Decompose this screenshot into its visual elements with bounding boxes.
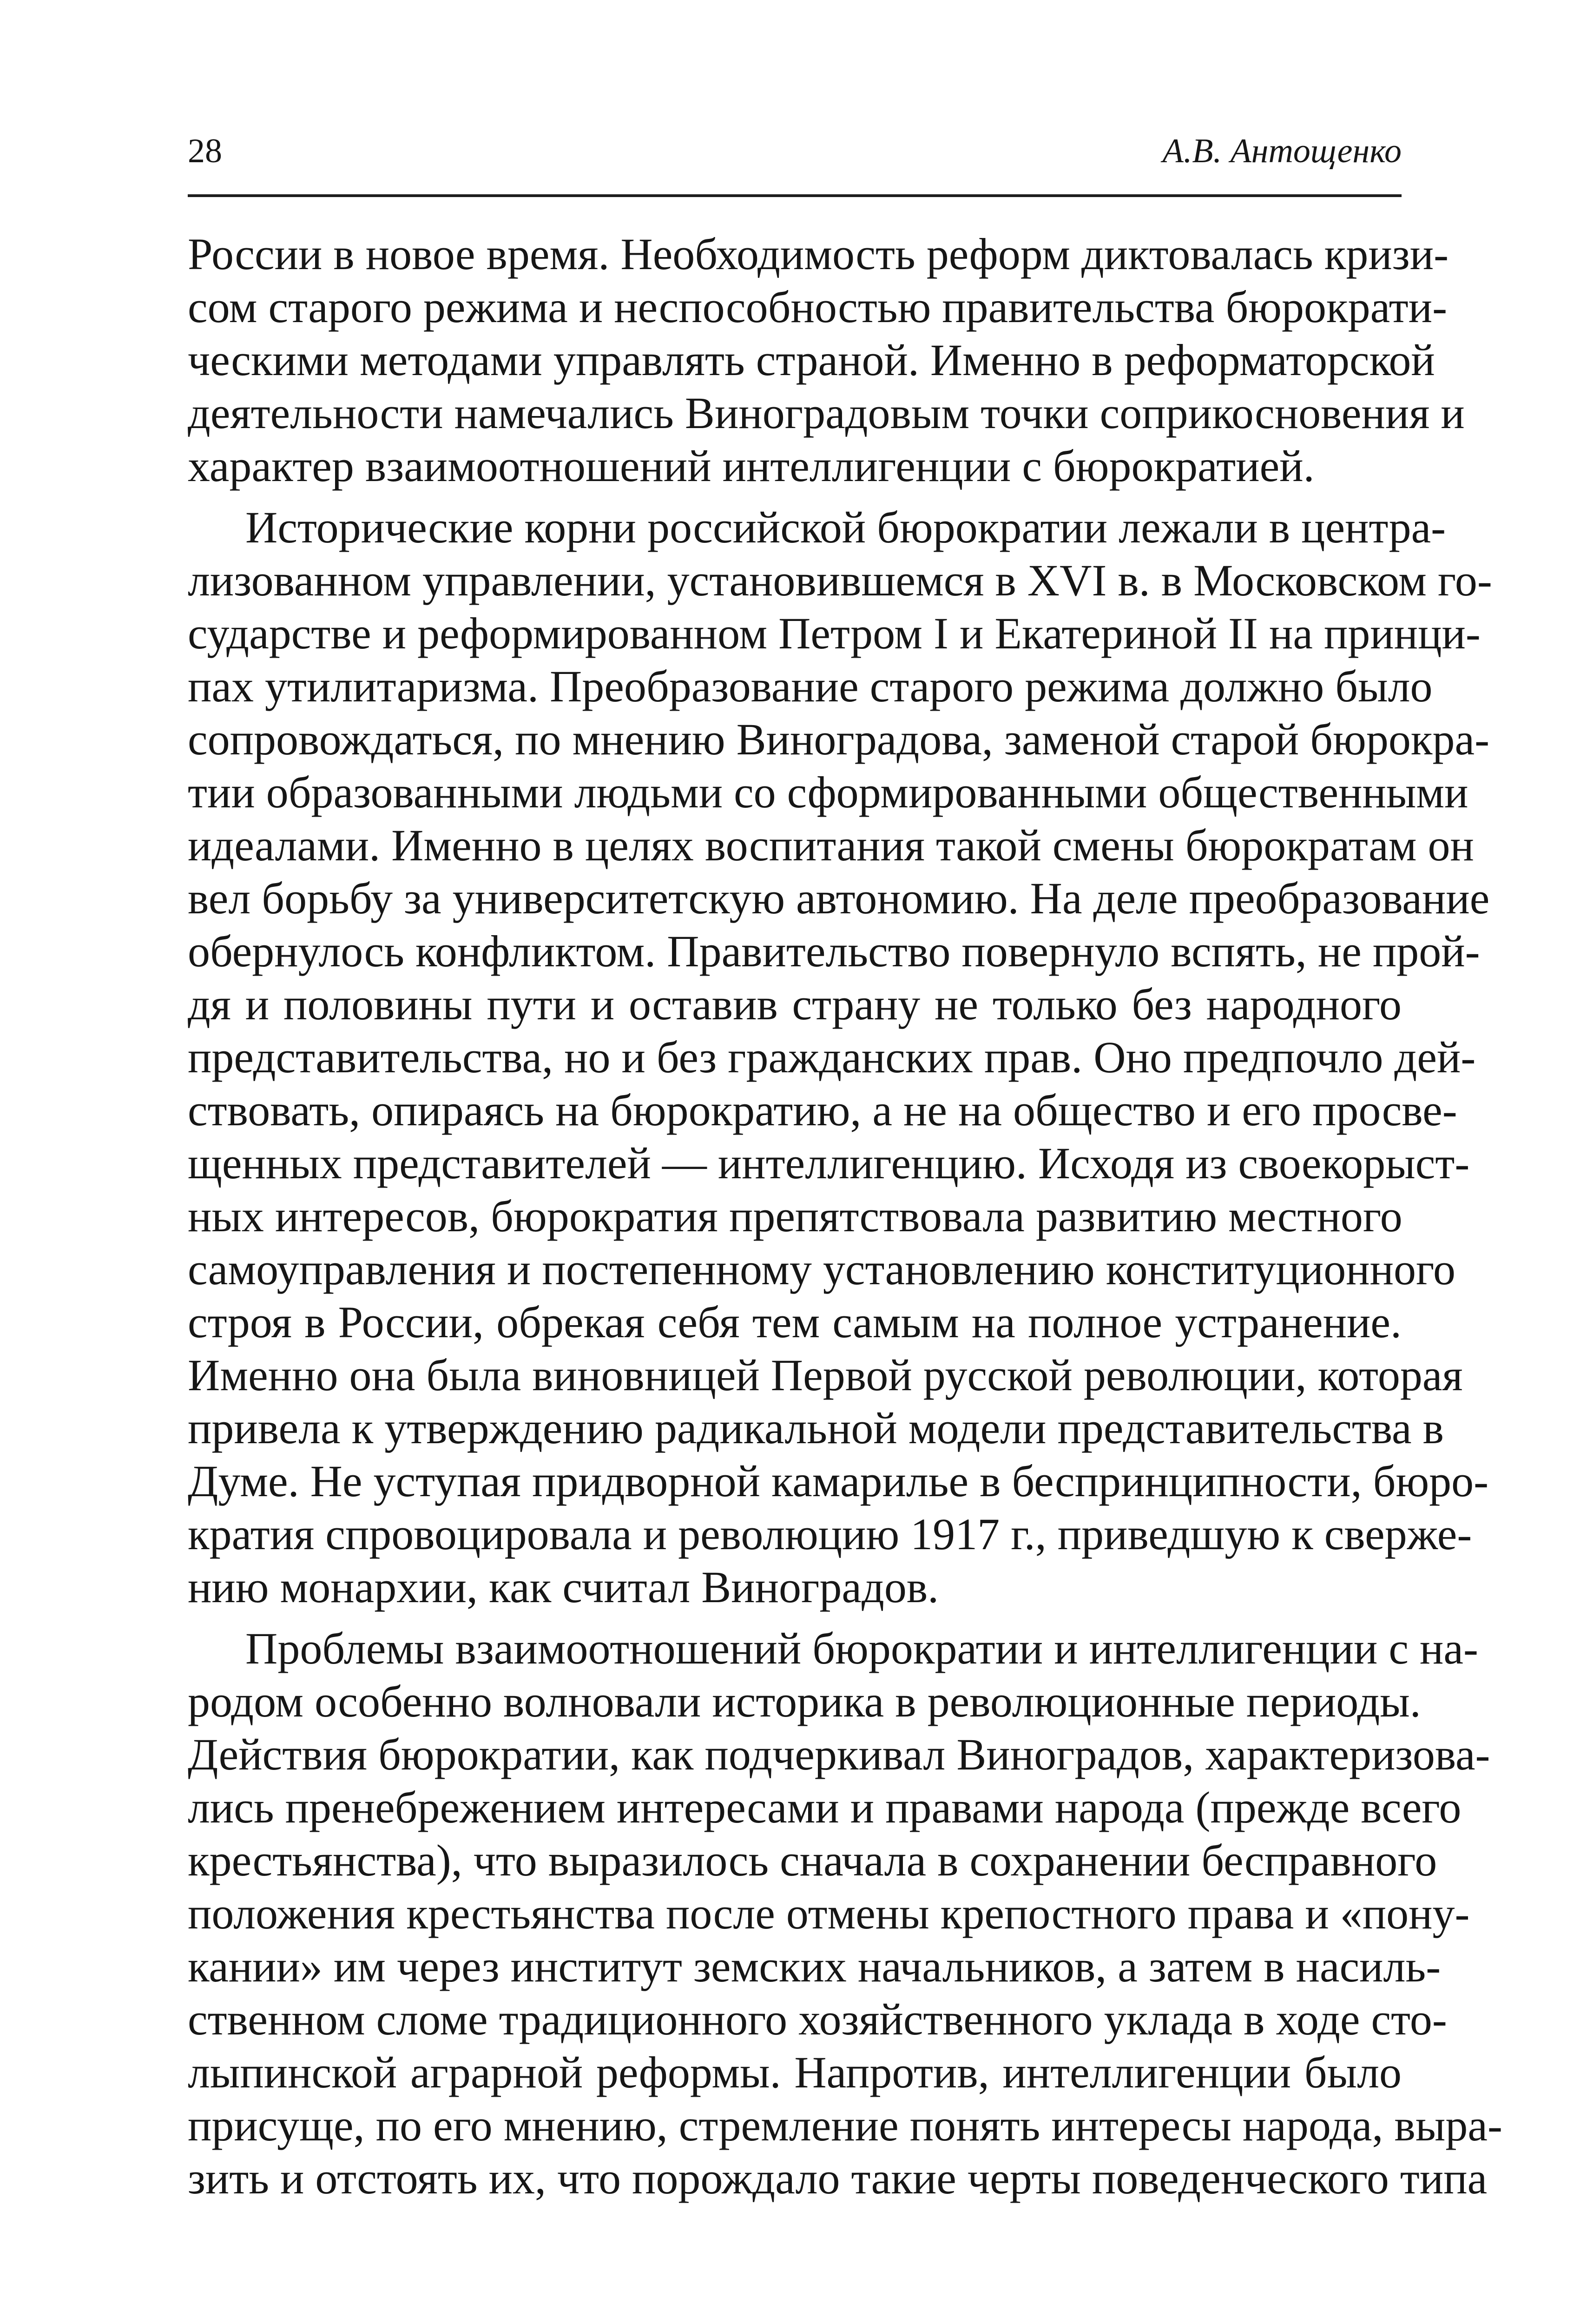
text-line: Думе. Не уступая придворной камарилье в беспринципности, бюро-	[188, 1456, 1489, 1506]
text-line: щенных представителей — интеллигенцию. Исходя из своекорыст-	[188, 1138, 1470, 1188]
text-line: пах утилитаризма. Преобразование старого режима должно было	[188, 661, 1433, 711]
text-line: кании» им через институт земских начальников, а затем в насиль-	[188, 1941, 1441, 1991]
text-line: деятельности намечались Виноградовым точки соприкосновения и	[188, 388, 1465, 438]
text-line: сопровождаться, по мнению Виноградова, заменой старой бюрокра-	[188, 714, 1490, 764]
text-line: Исторические корни российской бюрократии лежали в центра-	[245, 502, 1446, 552]
text-line: идеалами. Именно в целях воспитания такой смены бюрократам он	[188, 820, 1474, 870]
text-line: нию монархии, как считал Виноградов.	[188, 1562, 939, 1612]
text-line: обернулось конфликтом. Правительство повернуло вспять, не прой-	[188, 926, 1480, 976]
text-line: России в новое время. Необходимость реформ диктовалась кризи-	[188, 229, 1449, 279]
text-line: лизованном управлении, установившемся в XVI в. в Московском го-	[188, 555, 1492, 605]
paragraph-3	[188, 1622, 1502, 2205]
text-line: Проблемы взаимоотношений бюрократии и интеллигенции с на-	[245, 1624, 1478, 1673]
text-line: вел борьбу за университетскую автономию. На деле преобразование	[188, 873, 1490, 923]
text-line: привела к утверждению радикальной модели представительства в	[188, 1403, 1444, 1453]
text-line: ствовать, опираясь на бюрократию, а не на общество и его просве-	[188, 1085, 1457, 1135]
page-header	[188, 125, 1402, 197]
text-line: положения крестьянства после отмены крепостного права и «пону-	[188, 1888, 1470, 1938]
paragraph-1	[188, 228, 1465, 493]
text-line: Именно она была виновницей Первой русской революции, которая	[188, 1350, 1463, 1400]
paragraph-2	[188, 501, 1492, 1614]
text-line: дя и половины пути и оставив страну не только без народного	[188, 979, 1402, 1029]
text-line: ных интересов, бюрократия препятствовала развитию местного	[188, 1191, 1402, 1241]
text-line: присуще, по его мнению, стремление понять интересы народа, выра-	[188, 2100, 1502, 2150]
text-line: ческими методами управлять страной. Именно в реформаторской	[188, 335, 1435, 385]
text-line: представительства, но и без гражданских прав. Оно предпочло дей-	[188, 1032, 1476, 1082]
page-number: 28	[188, 132, 222, 170]
text-line: самоуправления и постепенному установлению конституционного	[188, 1244, 1455, 1294]
text-line: родом особенно волновали историка в революционные периоды.	[188, 1677, 1421, 1726]
text-line: лись пренебрежением интересами и правами народа (прежде всего	[188, 1783, 1462, 1832]
text-line: кратия спровоцировала и революцию 1917 г., приведшую к сверже-	[188, 1509, 1472, 1559]
body-text	[188, 228, 1502, 2205]
text-line: ственном сломе традиционного хозяйственного уклада в ходе сто-	[188, 1994, 1447, 2044]
text-line: сом старого режима и неспособностью правительства бюрократи-	[188, 282, 1448, 332]
text-line: крестьянства), что выразилось сначала в сохранении бесправного	[188, 1835, 1437, 1885]
text-line: зить и отстоять их, что порождало такие черты поведенческого типа	[188, 2153, 1488, 2203]
text-line: сударстве и реформированном Петром I и Екатериной II на принци-	[188, 608, 1481, 658]
text-line: тии образованными людьми со сформированными общественными	[188, 767, 1468, 817]
text-line: лыпинской аграрной реформы. Напротив, интеллигенции было	[188, 2047, 1402, 2097]
running-head-author: А.В. Антощенко	[1162, 132, 1402, 170]
text-line: Действия бюрократии, как подчеркивал Виноградов, характеризова-	[188, 1730, 1490, 1779]
text-line: строя в России, обрекая себя тем самым на полное устранение.	[188, 1297, 1402, 1347]
text-line: характер взаимоотношений интеллигенции с бюрократией.	[188, 441, 1315, 491]
